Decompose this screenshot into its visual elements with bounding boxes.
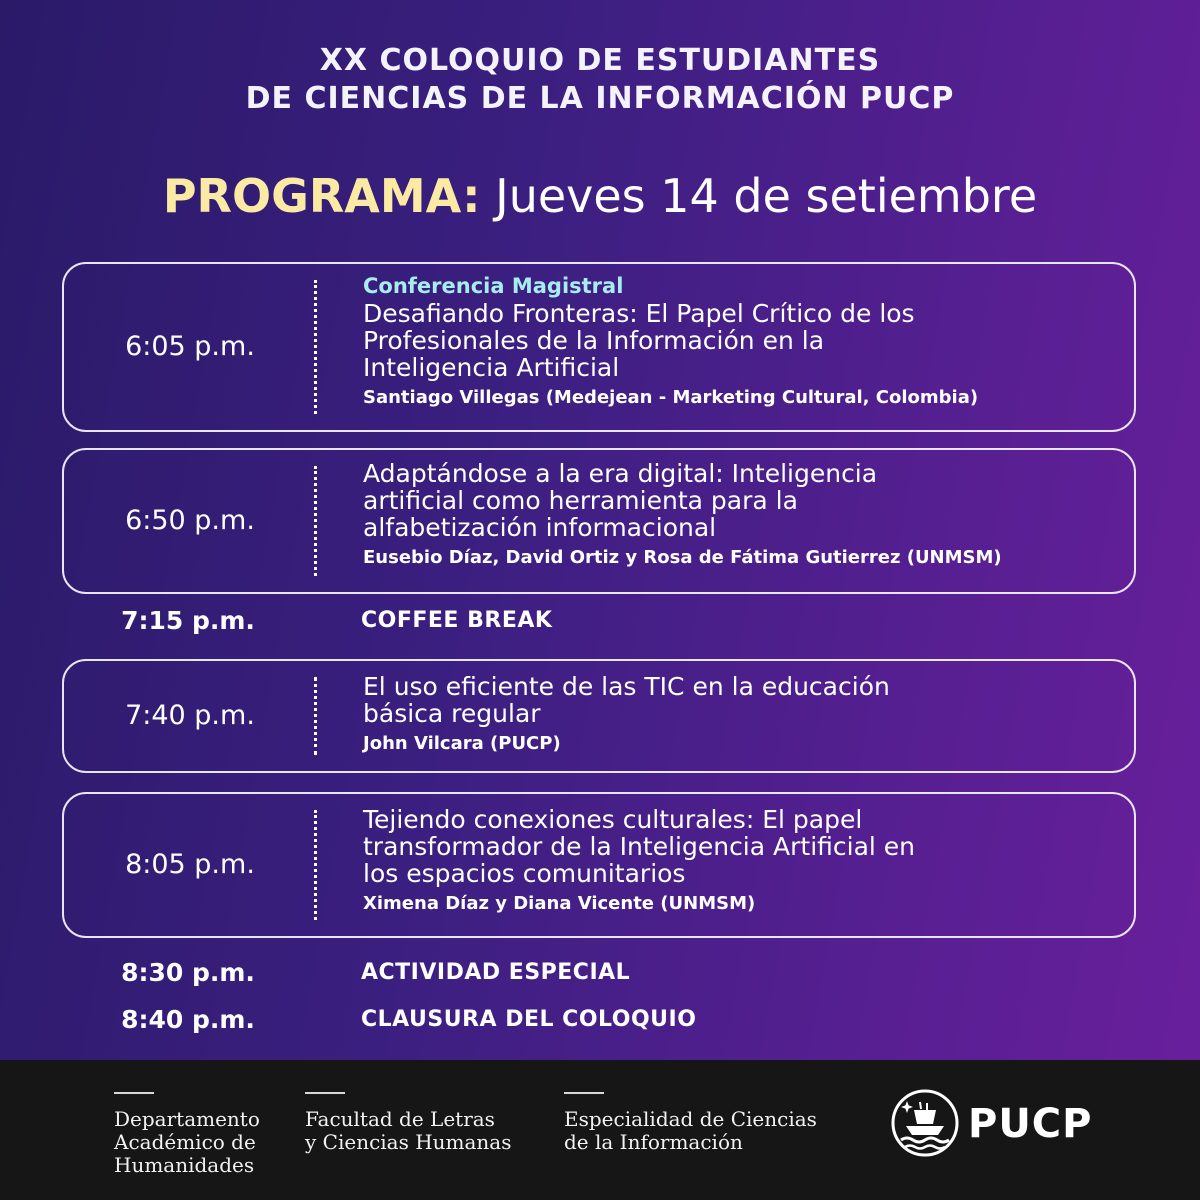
session-title-line: Desafiando Fronteras: El Papel Crítico de los: [363, 299, 915, 328]
schedule-time: 8:40 p.m.: [121, 1005, 255, 1034]
schedule-row: [62, 956, 1136, 990]
session-time: 7:40 p.m.: [125, 700, 255, 731]
session-details: [363, 460, 1114, 573]
footer-dash: [305, 1092, 345, 1094]
event-title-line-2: DE CIENCIAS DE LA INFORMACIÓN PUCP: [245, 81, 955, 116]
footer-bar: [0, 1060, 1200, 1200]
program-label: PROGRAMA:: [162, 169, 481, 223]
program-heading: [0, 168, 1200, 224]
pucp-logo-text: PUCP: [968, 1101, 1093, 1147]
schedule-time: 7:15 p.m.: [121, 606, 255, 635]
session-title-line: alfabetización informacional: [363, 513, 717, 542]
session-title-line: Profesionales de la Información en la: [363, 326, 825, 355]
session-card: [62, 659, 1136, 773]
schedule-label: CLAUSURA DEL COLOQUIO: [361, 1007, 697, 1032]
footer-unit-line: Especialidad de Ciencias: [564, 1107, 817, 1131]
session-time: 6:05 p.m.: [125, 331, 255, 362]
footer-unit-line: Académico de: [114, 1130, 256, 1154]
footer-unit-line: Facultad de Letras: [305, 1107, 495, 1131]
footer-unit-facultad: [305, 1092, 512, 1154]
session-card: [62, 448, 1136, 594]
session-title-line: El uso eficiente de las TIC en la educación: [363, 672, 890, 701]
session-title-line: Adaptándose a la era digital: Inteligencia: [363, 459, 878, 488]
footer-dash: [564, 1092, 604, 1094]
session-time: 6:50 p.m.: [125, 505, 255, 536]
session-card: [62, 262, 1136, 432]
session-details: [363, 272, 1114, 413]
session-details: [363, 673, 1114, 759]
session-details: [363, 806, 1114, 919]
session-time: 8:05 p.m.: [125, 849, 255, 880]
footer-dash: [114, 1092, 154, 1094]
session-title-line: transformador de la Inteligencia Artificial en: [363, 832, 916, 861]
footer-unit-especialidad: [564, 1092, 817, 1154]
dotted-separator: [314, 677, 317, 755]
session-card: [62, 792, 1136, 938]
footer-unit-line: Departamento: [114, 1107, 260, 1131]
schedule-row: [62, 1003, 1136, 1037]
session-title-line: básica regular: [363, 699, 541, 728]
footer-unit-line: Humanidades: [114, 1153, 255, 1177]
footer-unit-line: y Ciencias Humanas: [305, 1130, 512, 1154]
schedule-label: ACTIVIDAD ESPECIAL: [361, 960, 631, 985]
footer-unit-line: de la Información: [564, 1130, 743, 1154]
session-speaker: Ximena Díaz y Diana Vicente (UNMSM): [363, 893, 756, 914]
schedule-label: COFFEE BREAK: [361, 608, 553, 633]
event-title-line-1: XX COLOQUIO DE ESTUDIANTES: [319, 43, 881, 78]
session-tag: Conferencia Magistral: [363, 274, 624, 298]
session-title-line: Inteligencia Artificial: [363, 353, 620, 382]
program-date: Jueves 14 de setiembre: [480, 169, 1038, 223]
session-speaker: Santiago Villegas (Medejean - Marketing Cultural, Colombia): [363, 387, 979, 408]
event-header: [0, 42, 1200, 118]
session-title-line: artificial como herramienta para la: [363, 486, 798, 515]
footer-unit-humanidades: [114, 1092, 260, 1177]
dotted-separator: [314, 466, 317, 576]
dotted-separator: [314, 810, 317, 920]
schedule-time: 8:30 p.m.: [121, 958, 255, 987]
dotted-separator: [314, 280, 317, 414]
session-title-line: los espacios comunitarios: [363, 859, 686, 888]
pucp-logo: [890, 1088, 1093, 1160]
session-speaker: John Vilcara (PUCP): [363, 733, 561, 754]
pucp-seal-icon: [890, 1088, 960, 1158]
session-title-line: Tejiendo conexiones culturales: El papel: [363, 805, 863, 834]
session-speaker: Eusebio Díaz, David Ortiz y Rosa de Fátima Gutierrez (UNMSM): [363, 547, 1002, 568]
schedule-row: [62, 604, 1136, 638]
